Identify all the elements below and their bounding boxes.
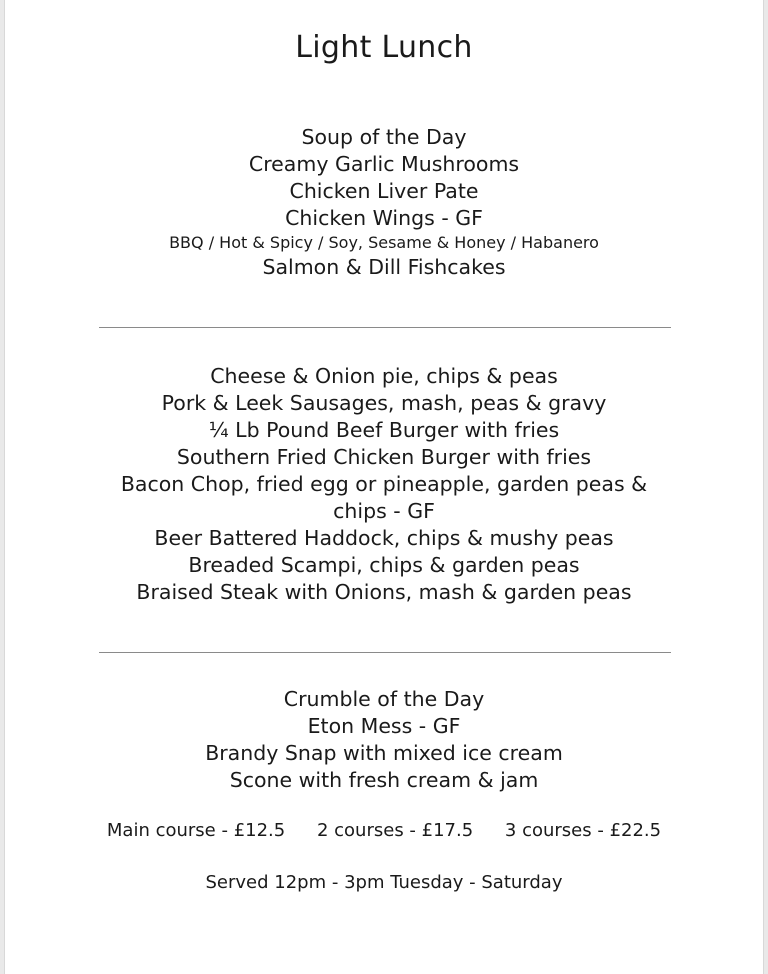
menu-item: Soup of the Day — [301, 125, 467, 149]
menu-item: Salmon & Dill Fishcakes — [262, 255, 506, 279]
price-two-courses: 2 courses - £17.5 — [316, 820, 474, 841]
menu-item: Braised Steak with Onions, mash & garden peas — [136, 580, 632, 604]
starters-section — [5, 124, 763, 281]
menu-item: Beer Battered Haddock, chips & mushy peas — [154, 526, 614, 550]
mains-section — [5, 363, 763, 606]
menu-item: Crumble of the Day — [283, 687, 485, 711]
menu-item: Breaded Scampi, chips & garden peas — [188, 553, 580, 577]
price-list — [5, 820, 763, 841]
menu-item: Eton Mess - GF — [307, 714, 461, 738]
menu-item: Creamy Garlic Mushrooms — [248, 152, 520, 176]
section-divider — [99, 652, 671, 653]
price-main-course: Main course - £12.5 — [106, 820, 286, 841]
section-divider — [99, 327, 671, 328]
menu-item: Brandy Snap with mixed ice cream — [205, 741, 563, 765]
menu-item: ¼ Lb Pound Beef Burger with fries — [208, 418, 560, 442]
menu-item-options: BBQ / Hot & Spicy / Soy, Sesame & Honey / Habanero — [169, 233, 599, 252]
menu-item: Chicken Wings - GF — [285, 206, 483, 230]
desserts-section — [5, 686, 763, 794]
serving-times: Served 12pm - 3pm Tuesday - Saturday — [205, 872, 563, 893]
menu-item: Southern Fried Chicken Burger with fries — [176, 445, 592, 469]
menu-item: Bacon Chop, fried egg or pineapple, garden peas & chips - GF — [120, 472, 648, 523]
menu-item: Pork & Leek Sausages, mash, peas & gravy — [161, 391, 607, 415]
menu-item: Scone with fresh cream & jam — [229, 768, 539, 792]
menu-title: Light Lunch — [295, 30, 473, 65]
menu-page — [4, 0, 764, 974]
price-three-courses: 3 courses - £22.5 — [504, 820, 662, 841]
menu-item: Chicken Liver Pate — [289, 179, 479, 203]
menu-item: Cheese & Onion pie, chips & peas — [210, 364, 558, 388]
